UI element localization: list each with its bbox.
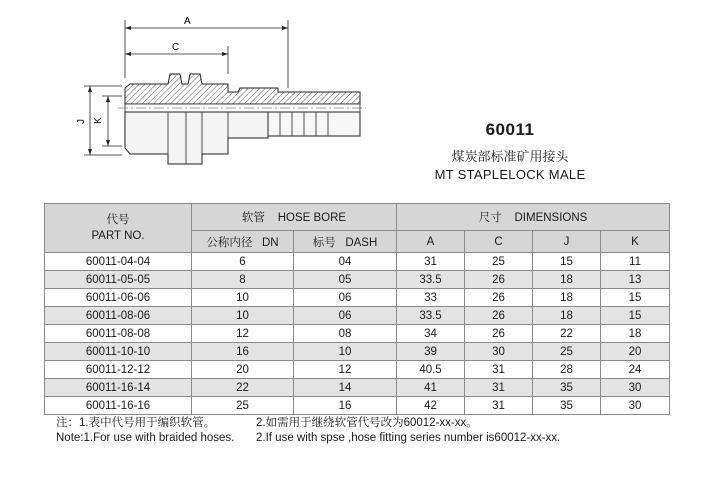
cell-c: 26 xyxy=(465,289,533,307)
header-a: A xyxy=(397,231,465,253)
product-title-block xyxy=(412,120,608,182)
cell-j: 28 xyxy=(533,361,601,379)
cell-a: 42 xyxy=(397,397,465,415)
cell-dash: 14 xyxy=(294,379,397,397)
cell-dash: 08 xyxy=(294,325,397,343)
table-row xyxy=(45,271,670,289)
cell-part: 60011-08-06 xyxy=(45,307,192,325)
cell-part: 60011-06-06 xyxy=(45,289,192,307)
cell-j: 18 xyxy=(533,307,601,325)
cell-dn: 20 xyxy=(192,361,294,379)
header-part-en: PART NO. xyxy=(91,230,145,242)
dim-label-j: J xyxy=(76,119,87,124)
cell-dn: 10 xyxy=(192,307,294,325)
notes-cn xyxy=(56,416,560,431)
cell-k: 30 xyxy=(601,379,670,397)
cell-a: 31 xyxy=(397,253,465,271)
table-row xyxy=(45,325,670,343)
cell-c: 31 xyxy=(465,397,533,415)
cell-c: 26 xyxy=(465,325,533,343)
cell-j: 18 xyxy=(533,271,601,289)
header-dn: 公称内径 DN xyxy=(192,231,294,253)
header-hose-bore: 软管 HOSE BORE xyxy=(192,204,397,231)
dim-label-k: K xyxy=(93,117,104,124)
note-en-2: 2.If use with spse ,hose fitting series number is60012-xx-xx. xyxy=(256,432,561,444)
header-dimensions: 尺寸 DIMENSIONS xyxy=(397,204,670,231)
cell-a: 39 xyxy=(397,343,465,361)
cell-dash: 12 xyxy=(294,361,397,379)
cell-a: 40.5 xyxy=(397,361,465,379)
cell-dn: 10 xyxy=(192,289,294,307)
cell-j: 35 xyxy=(533,397,601,415)
cell-k: 15 xyxy=(601,307,670,325)
notes-block xyxy=(56,416,560,446)
cell-k: 13 xyxy=(601,271,670,289)
cell-dn: 25 xyxy=(192,397,294,415)
cell-k: 24 xyxy=(601,361,670,379)
cell-k: 30 xyxy=(601,397,670,415)
cell-dn: 8 xyxy=(192,271,294,289)
cell-k: 18 xyxy=(601,325,670,343)
cell-a: 33 xyxy=(397,289,465,307)
fitting-technical-drawing xyxy=(68,8,368,168)
cell-c: 31 xyxy=(465,361,533,379)
cell-dn: 22 xyxy=(192,379,294,397)
table-row xyxy=(45,307,670,325)
product-model: 60011 xyxy=(485,120,535,139)
spec-table xyxy=(44,203,670,415)
cell-part: 60011-04-04 xyxy=(45,253,192,271)
cell-dash: 04 xyxy=(294,253,397,271)
header-c: C xyxy=(465,231,533,253)
cell-a: 33.5 xyxy=(397,307,465,325)
cell-dash: 16 xyxy=(294,397,397,415)
product-name-cn: 煤炭部标准矿用接头 xyxy=(451,149,569,164)
cell-part: 60011-08-08 xyxy=(45,325,192,343)
product-name-en: MT STAPLELOCK MALE xyxy=(434,167,586,182)
cell-dash: 05 xyxy=(294,271,397,289)
cell-j: 35 xyxy=(533,379,601,397)
table-row xyxy=(45,379,670,397)
cell-c: 26 xyxy=(465,307,533,325)
cell-dn: 6 xyxy=(192,253,294,271)
cell-dn: 16 xyxy=(192,343,294,361)
note-en-1: Note:1.For use with braided hoses. xyxy=(56,432,235,444)
header-dash: 标号 DASH xyxy=(294,231,397,253)
cell-dash: 06 xyxy=(294,289,397,307)
table-row xyxy=(45,361,670,379)
header-k: K xyxy=(601,231,670,253)
cell-part: 60011-05-05 xyxy=(45,271,192,289)
cell-k: 20 xyxy=(601,343,670,361)
notes-en xyxy=(56,431,560,446)
note-cn-1: 注：1.表中代号用于编织软管。 xyxy=(56,417,216,429)
header-part-cn: 代号 xyxy=(106,214,130,226)
cell-part: 60011-16-16 xyxy=(45,397,192,415)
cell-j: 18 xyxy=(533,289,601,307)
cell-a: 34 xyxy=(397,325,465,343)
cell-dash: 10 xyxy=(294,343,397,361)
cell-part: 60011-10-10 xyxy=(45,343,192,361)
cell-k: 15 xyxy=(601,289,670,307)
cell-c: 31 xyxy=(465,379,533,397)
table-row xyxy=(45,343,670,361)
cell-a: 41 xyxy=(397,379,465,397)
note-cn-2: 2.如需用于继绕软管代号改为60012-xx-xx。 xyxy=(256,417,478,429)
dim-label-a: A xyxy=(184,16,191,27)
cell-c: 25 xyxy=(465,253,533,271)
table-row xyxy=(45,397,670,415)
header-j: J xyxy=(533,231,601,253)
dim-label-c: C xyxy=(172,42,180,53)
cell-k: 11 xyxy=(601,253,670,271)
cell-j: 15 xyxy=(533,253,601,271)
cell-dn: 12 xyxy=(192,325,294,343)
cell-a: 33.5 xyxy=(397,271,465,289)
cell-j: 25 xyxy=(533,343,601,361)
cell-part: 60011-12-12 xyxy=(45,361,192,379)
cell-j: 22 xyxy=(533,325,601,343)
table-row xyxy=(45,289,670,307)
cell-c: 30 xyxy=(465,343,533,361)
cell-dash: 06 xyxy=(294,307,397,325)
cell-part: 60011-16-14 xyxy=(45,379,192,397)
table-row xyxy=(45,253,670,271)
header-part-no xyxy=(45,204,192,253)
cell-c: 26 xyxy=(465,271,533,289)
